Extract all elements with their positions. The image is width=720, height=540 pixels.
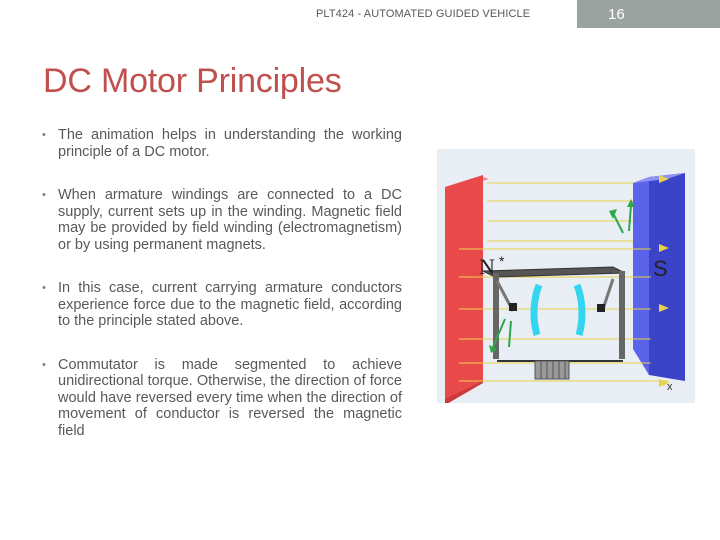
header-bar <box>0 0 720 28</box>
page-number-box <box>577 0 720 28</box>
bullet-item: • The animation helps in understanding the working principle of a DC motor. <box>42 127 402 160</box>
bullet-item: • Commutator is made segmented to achieve unidirectional torque. Otherwise, the direction of force would have reversed every time when the direction of movement of conductor is reversed the magnetic field <box>42 357 402 440</box>
north-label: N <box>479 254 495 279</box>
south-label: S <box>653 256 668 281</box>
bullet-item: • When armature windings are connected to a DC supply, current sets up in the winding. Magnetic field may be provided by field winding (electromagnetism) or by using permanent magnets. <box>42 187 402 253</box>
slide-title: DC Motor Principles <box>43 62 342 100</box>
bullet-list <box>42 127 402 466</box>
dc-motor-diagram <box>437 149 695 403</box>
battery <box>535 361 569 379</box>
star-marker-label: * <box>499 253 505 269</box>
bullet-item: • In this case, current carrying armature conductors experience force due to the magnetic field, according to the principle stated above. <box>42 280 402 330</box>
north-magnet <box>445 175 489 403</box>
header-title: PLT424 - AUTOMATED GUIDED VEHICLE <box>316 8 531 20</box>
page-number: 16 <box>608 6 625 23</box>
axis-label: x <box>667 381 673 393</box>
